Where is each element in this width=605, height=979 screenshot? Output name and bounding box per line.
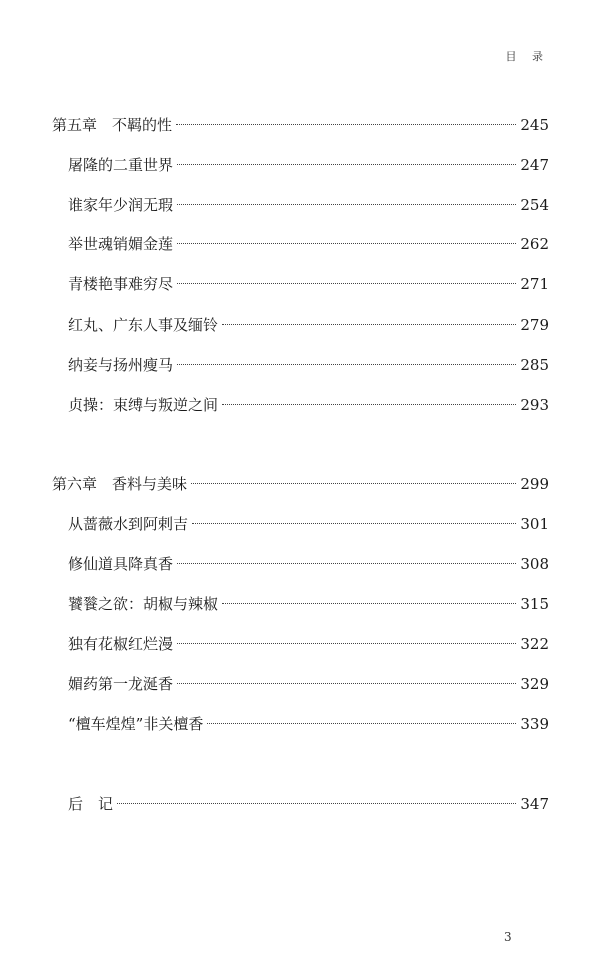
toc-title: 谁家年少润无瑕 xyxy=(68,196,174,214)
dot-leader xyxy=(222,404,516,405)
toc-entry[interactable] xyxy=(68,672,549,696)
toc-title: 青楼艳事难穷尽 xyxy=(68,275,174,293)
toc-title: 第六章 香料与美味 xyxy=(52,475,188,493)
toc-page: 347 xyxy=(520,795,549,813)
dot-leader xyxy=(177,204,516,205)
toc-title: 饕餮之欲：胡椒与辣椒 xyxy=(68,595,219,613)
toc-title: 纳妾与扬州瘦马 xyxy=(68,356,174,374)
dot-leader xyxy=(177,283,516,284)
toc-entry[interactable] xyxy=(68,153,549,177)
toc-title: 红丸、广东人事及缅铃 xyxy=(68,316,219,334)
toc-page: 339 xyxy=(520,715,549,733)
toc-entry[interactable] xyxy=(68,272,549,296)
toc-entry[interactable] xyxy=(68,712,549,736)
toc-afterword[interactable] xyxy=(68,792,549,816)
toc-entry[interactable] xyxy=(68,512,549,536)
toc-chapter-5[interactable] xyxy=(52,113,549,137)
dot-leader xyxy=(177,563,516,564)
toc-page: 247 xyxy=(520,156,549,174)
toc-entry[interactable] xyxy=(68,552,549,576)
toc-entry[interactable] xyxy=(68,632,549,656)
toc-page: 245 xyxy=(520,116,549,134)
toc-page: 285 xyxy=(520,356,549,374)
toc-title: 从蔷薇水到阿剌吉 xyxy=(68,515,189,533)
dot-leader xyxy=(192,523,516,524)
dot-leader xyxy=(177,164,516,165)
toc-page: 254 xyxy=(520,196,549,214)
toc-page: 322 xyxy=(520,635,549,653)
toc-page: 279 xyxy=(520,316,549,334)
toc-title: 第五章 不羁的性 xyxy=(52,116,173,134)
toc-page: 271 xyxy=(520,275,549,293)
toc-page: 308 xyxy=(520,555,549,573)
dot-leader xyxy=(176,124,516,125)
toc-entry[interactable] xyxy=(68,232,549,256)
toc-title: 修仙道具降真香 xyxy=(68,555,174,573)
toc-title: 屠隆的二重世界 xyxy=(68,156,174,174)
toc-page: 293 xyxy=(520,396,549,414)
toc-page: 315 xyxy=(520,595,549,613)
toc-page: 301 xyxy=(520,515,549,533)
dot-leader xyxy=(177,643,516,644)
toc-title: 媚药第一龙涎香 xyxy=(68,675,174,693)
toc-title: “檀车煌煌”非关檀香 xyxy=(68,715,204,733)
dot-leader xyxy=(222,324,516,325)
toc-title: 举世魂销媚金莲 xyxy=(68,235,174,253)
running-head: 目 录 xyxy=(505,50,549,63)
toc-entry[interactable] xyxy=(68,193,549,217)
toc-entry[interactable] xyxy=(68,592,549,616)
toc-page: 262 xyxy=(520,235,549,253)
dot-leader xyxy=(177,364,516,365)
toc-title: 贞操：束缚与叛逆之间 xyxy=(68,396,219,414)
toc-title: 独有花椒红烂漫 xyxy=(68,635,174,653)
toc-entry[interactable] xyxy=(68,393,549,417)
toc-title: 后 记 xyxy=(68,795,114,813)
dot-leader xyxy=(177,243,516,244)
dot-leader xyxy=(222,603,516,604)
toc-entry[interactable] xyxy=(68,353,549,377)
page-number: 3 xyxy=(504,930,512,944)
dot-leader xyxy=(177,683,516,684)
toc-entry[interactable] xyxy=(68,313,549,337)
dot-leader xyxy=(117,803,516,804)
dot-leader xyxy=(191,483,516,484)
dot-leader xyxy=(207,723,516,724)
toc-page: 329 xyxy=(520,675,549,693)
toc-chapter-6[interactable] xyxy=(52,472,549,496)
toc-page: 299 xyxy=(520,475,549,493)
